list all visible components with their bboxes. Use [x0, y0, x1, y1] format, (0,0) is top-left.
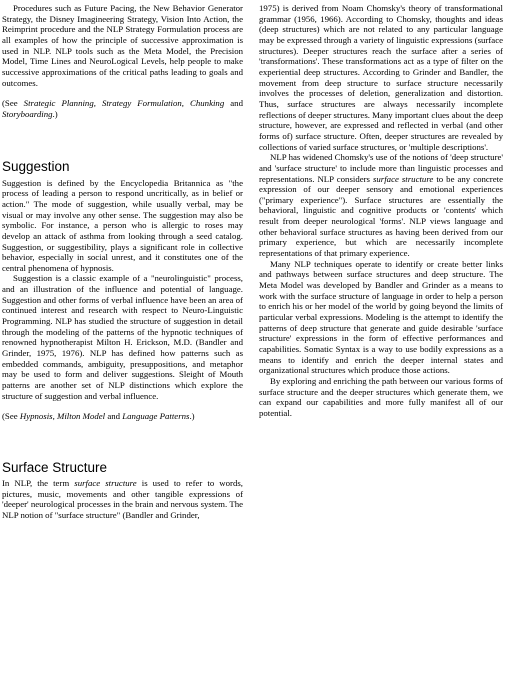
surface-paragraph-3: Many NLP techniques operate to identify or create better links and pathways between surface structures and deep structure. The Meta Model was developed by Bandler and Grinder as a means to work with the surface structure of language in order to help a person to enrich his or her model of the world by going beyond the limits of particular verbal expressions. Modeling is the attempt to identify the patterns of deep structure that generate and guide desirable 'surface structure' expressions in the form of effective performances and capabilities. Somatic Syntax is a way to use bodily expressions as a means to identify and enrich the deeper internal states and organizational structures which produce those actions.: [259, 258, 503, 376]
see-also-planning: (See Strategic Planning, Strategy Formulation, Chunking and Storyboarding.): [2, 98, 243, 119]
surface-paragraph-1-continued: 1975) is derived from Noam Chomsky's theory of transformational grammar (1956, 1966). According to Chomsky, thoughts and ideas (deep structures) which are not related to any particular language may be expressed through a variety of linguistic expressions (surface structures). Deeper structures reach the surface after a series of 'transformations'. These transformations act as a type of filter on the experiential deep structures. According to Grinder and Bandler, the movement from deep structure to surface structure necessarily involves the processes of deletion, generalization and distortion. Thus, surface structures are always necessarily incomplete reflections of deeper structures. Many important clues about the deep structure, however, are expressed and reflected in verbal (and other forms of) surface structure. Often, deeper structures are revealed by collections of varied surface structures, or 'multiple descriptions'.: [259, 3, 503, 152]
surface-paragraph-1-start: In NLP, the term surface structure is used to refer to words, pictures, music, movements and other tangible expressions of 'deeper' neurological processes in the brain and nervous system. The NLP notion of "surface structure" (Bandler and Grinder,: [2, 478, 244, 520]
left-column: [2, 3, 243, 521]
heading-surface-structure: Surface Structure: [2, 460, 108, 475]
right-column: [259, 3, 503, 419]
see-also-hypnosis: (See Hypnosis, Milton Model and Language Patterns.): [2, 411, 195, 422]
heading-suggestion: Suggestion: [2, 158, 70, 174]
suggestion-paragraph-2: Suggestion is a classic example of a "neurolinguistic" process, and an illustration of the influence and potential of language. Suggestion and other forms of verbal influence have been an area of continued interest and research with respect to Neuro-Linguistic Programming. NLP has studied the structure of suggestion in detail through the modeling of the patterns of the hypnotic techniques of renowned hypnotherapist Milton H. Erickson, M.D. (Bandler and Grinder, 1975, 1976). NLP has defined how patterns such as embedded commands, ambiguity, presuppositions, and metaphor may be used to form and deliver suggestions. Sleight of Mouth patterns are another set of NLP distinctions which explore the structure of suggestion and verbal influence.: [2, 273, 243, 401]
surface-paragraph-4: By exploring and enriching the path between our various forms of surface structure and the deeper structures which generate them, we can expand our capabilities and more fully manifest all of our potential.: [259, 375, 503, 418]
suggestion-paragraph-1: Suggestion is defined by the Encyclopedia Britannica as "the process of leading a person to respond uncritically, as in belief or action." The mode of suggestion, while usually verbal, may be visual or may involve any other sense. The suggestion may also be symbolic. For instance, a person who is allergic to roses may develop an attack of asthma from looking through a seed catalog. Suggestion, or suggestibility, plays a significant role in collective behavior, especially in social unrest, and it constitutes one of the central phenomena of hypnosis.: [2, 177, 243, 273]
surface-paragraph-2: NLP has widened Chomsky's use of the notions of 'deep structure' and 'surface structure' to include more than linguistic processes and representations. NLP considers surface structure to be any concrete expression of our deeper sensory and emotional experiences ("primary experience"). Surface structures are essentially the behavioral, linguistic and cognitive products or 'contents' which result from deeper neurological 'forms'. NLP views language and other behavioral surface structures as having been derived from our primary experience, but which are necessarily incomplete representations of that primary experience.: [259, 152, 503, 259]
intro-paragraph: Procedures such as Future Pacing, the New Behavior Generator Strategy, the Disney Imagineering Strategy, Vision Into Action, the Reimprint procedure and the NLP Strategy Formulation process are all examples of how the principle of successive approximation is used in NLP. NLP tools such as the Meta Model, the Precision Model, Time Lines and NeuroLogical Levels, help people to make successive approximations of the critical paths leading to goals and outcomes.: [2, 3, 243, 88]
